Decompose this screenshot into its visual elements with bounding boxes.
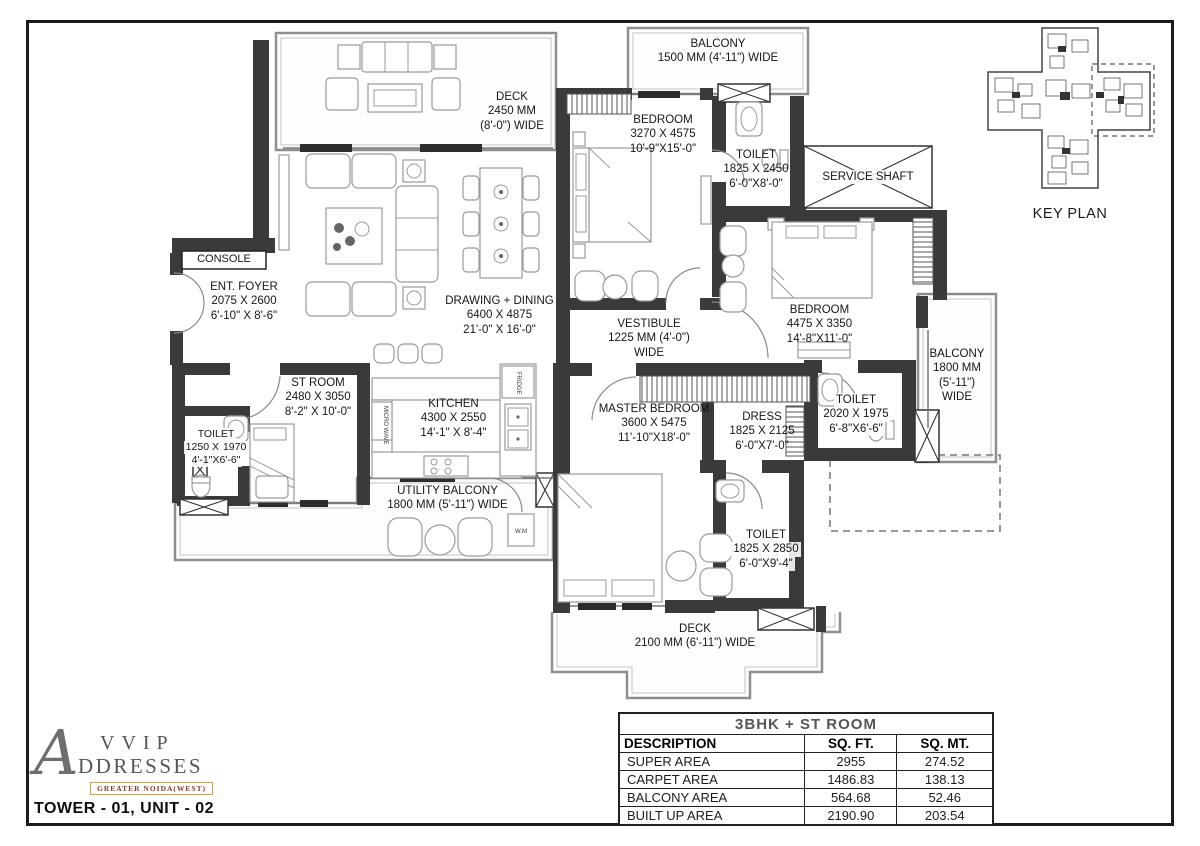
table-row: CARPET AREA 1486.83 138.13 [619,771,993,789]
room-label-st-room: ST ROOM 2480 X 3050 8'-2" X 10'-0" [284,377,352,418]
room-label-dress: DRESS 1825 X 2125 6'-0"X7'-0" [729,411,795,452]
table-row: BALCONY AREA 564.68 52.46 [619,789,993,807]
key-plan-thumbnail [988,28,1154,188]
room-label-balcony-right: BALCONY 1800 MM (5'-11") WIDE [929,348,985,403]
room-label-deck-bottom: DECK 2100 MM (6'-11") WIDE [634,623,756,650]
tower-unit-label: TOWER - 01, UNIT - 02 [34,800,215,817]
room-label-toilet-left: TOILET1250 X 19704'-1"X6'-6" [185,428,247,467]
washing-machine-label: W.M [515,529,527,535]
developer-logo [34,716,246,822]
room-label-toilet-top: TOILET 1825 X 2450 6'-0"X8'-0" [723,149,789,190]
table-row: SUPER AREA 2955 274.52 [619,753,993,771]
room-label-utility-balcony: UTILITY BALCONY 1800 MM (5'-11") WIDE [387,485,508,512]
table-row: BUILT UP AREA 2190.90 203.54 [619,807,993,826]
room-label-deck-top: DECK 2450 MM (8'-0") WIDE [480,91,544,132]
room-label-drawing-dining: DRAWING + DINING 6400 X 4875 21'-0" X 16'-0" [445,295,554,336]
area-table-title: 3BHK + ST ROOM [619,713,993,735]
room-label-vestibule: VESTIBULE 1225 MM (4'-0") WIDE [608,318,690,359]
open-terrace-dashed-outline [830,455,1000,531]
fridge-label: FRIDGE [515,372,521,395]
room-label-ent-foyer: ENT. FOYER 2075 X 2600 6'-10" X 8'-6" [210,281,278,322]
col-header-description: DESCRIPTION [619,735,805,753]
logo-line2: DDRESSES [78,754,204,778]
microwave-label: MICRO WAVE [382,406,388,445]
area-table [618,712,994,826]
logo-line1: VVIP [100,732,175,754]
room-label-toilet-mid: TOILET2020 X 19756'-8"X6'-6" [823,394,889,435]
room-label-master-bedroom: MASTER BEDROOM 3600 X 5475 11'-10"X18'-0" [598,403,710,444]
room-label-service-shaft: SERVICE SHAFT [822,171,914,183]
room-label-bedroom-top: BEDROOM 3270 X 4575 10'-9"X15'-0" [629,114,697,155]
col-header-sqft: SQ. FT. [805,735,897,753]
col-header-sqmt: SQ. MT. [897,735,993,753]
key-plan-label: KEY PLAN [1032,206,1108,222]
living-furniture [279,154,438,316]
dining-furniture [463,168,539,278]
bedroom-top-furniture [573,132,711,301]
room-label-kitchen: KITCHEN 4300 X 2550 14'-1" X 8'-4" [420,398,487,439]
room-label-bedroom-right: BEDROOM 4475 X 3350 14'-8"X11'-0" [786,304,853,345]
area-table-header-row [619,735,993,753]
logo-monogram: A [34,716,79,789]
logo-subtitle: GREATER NOIDA(WEST) [90,782,213,795]
master-bedroom-furniture [558,474,732,602]
room-label-toilet-bottom: TOILET1825 X 28506'-0"X9'-4" [733,529,799,570]
st-room-furniture [250,424,294,502]
room-label-console: CONSOLE [197,253,251,265]
room-label-balcony-top: BALCONY 1500 MM (4'-11") WIDE [657,38,779,65]
